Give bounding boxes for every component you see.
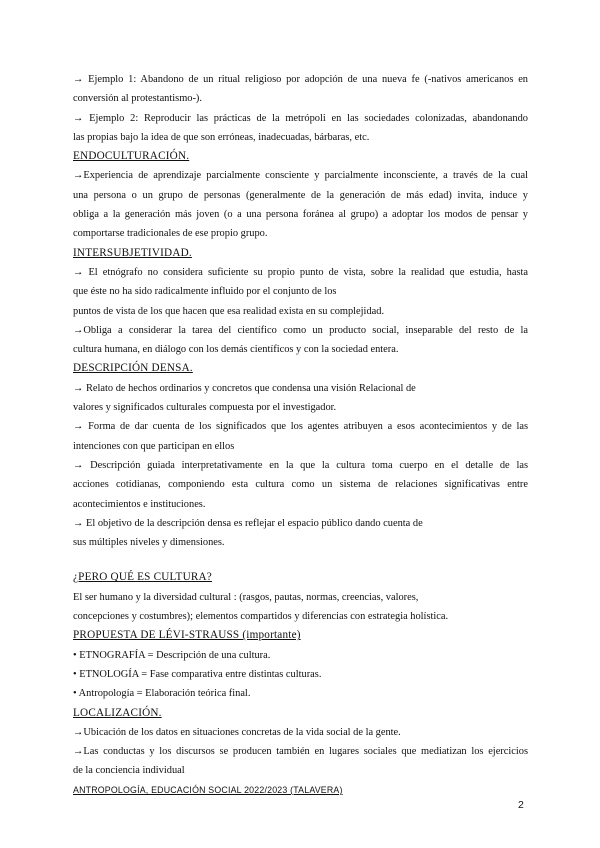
text-line: intenciones con que participan en ellos xyxy=(73,440,235,452)
text-line: de la conciencia individual xyxy=(73,765,185,777)
text-line: → El etnógrafo no considera suficiente su propio punto de vista, sobre la realidad que estudia, hasta xyxy=(73,266,528,278)
page-body xyxy=(73,70,528,781)
text-line: →Experiencia de aprendizaje parcialmente consciente y parcialmente inconsciente, a través de la cual xyxy=(73,170,528,182)
text-line: → El objetivo de la descripción densa es reflejar el espacio público dando cuenta de xyxy=(73,517,423,529)
section-heading: PROPUESTA DE LÉVI-STRAUSS (importante) xyxy=(73,629,301,642)
page-footer: ANTROPOLOGÍA, EDUCACIÓN SOCIAL 2022/2023 (TALAVERA) xyxy=(73,785,343,795)
text-line: sus múltiples niveles y dimensiones. xyxy=(73,537,225,549)
text-line: El ser humano y la diversidad cultural : (rasgos, pautas, normas, creencias, valores, xyxy=(73,591,419,603)
paragraph-spacer xyxy=(73,552,528,568)
text-line: conversión al protestantismo-). xyxy=(73,93,202,105)
text-line: → Descripción guiada interpretativamente en la que la cultura toma cuerpo en el detalle de las xyxy=(73,459,528,471)
text-line: las propias bajo la idea de que son erróneas, inadecuadas, bárbaras, etc. xyxy=(73,131,370,143)
text-line: → Ejemplo 2: Reproducir las prácticas de la metrópoli en las sociedades colonizadas, abandonando xyxy=(73,112,528,124)
text-line: → Forma de dar cuenta de los significados que los agentes atribuyen a esos acontecimientos y de las xyxy=(73,421,528,433)
text-line: comportarse tradicionales de ese propio grupo. xyxy=(73,228,268,240)
text-line: → Relato de hechos ordinarios y concretos que condensa una visión Relacional de xyxy=(73,382,416,394)
text-line: cultura humana, en diálogo con los demás científicos y con la sociedad entera. xyxy=(73,344,399,356)
section-heading: ¿PERO QUÉ ES CULTURA? xyxy=(73,571,212,584)
text-line: acontecimientos e instituciones. xyxy=(73,498,206,510)
text-line: →Obliga a considerar la tarea del científico como un producto social, inseparable del resto de la xyxy=(73,324,528,336)
text-line: • ETNOGRAFÍA = Descripción de una cultura. xyxy=(73,649,271,661)
text-line: obliga a la generación más joven (o a una persona foránea al grupo) a adoptar los modos de pensar y xyxy=(73,209,528,221)
text-line: puntos de vista de los que hacen que esa realidad exista en su complejidad. xyxy=(73,305,385,317)
text-line: concepciones y costumbres); elementos compartidos y diferencias con estrategia holística. xyxy=(73,611,449,623)
text-line: • ETNOLOGÍA = Fase comparativa entre distintas culturas. xyxy=(73,668,322,680)
section-heading: ENDOCULTURACIÓN. xyxy=(73,150,190,163)
text-line: valores y significados culturales compuesta por el investigador. xyxy=(73,402,337,414)
section-heading: DESCRIPCIÓN DENSA. xyxy=(73,362,193,375)
text-line: que éste no ha sido radicalmente influido por el conjunto de los xyxy=(73,286,337,298)
text-line: →Ubicación de los datos en situaciones concretas de la vida social de la gente. xyxy=(73,726,401,738)
page-number: 2 xyxy=(518,799,524,811)
text-line: →Las conductas y los discursos se producen también en lugares sociales que mediatizan los ejercicios xyxy=(73,746,528,758)
text-line: una persona o un grupo de personas (generalmente de la generación de más edad) invita, induce y xyxy=(73,189,528,201)
text-line: → Ejemplo 1: Abandono de un ritual religioso por adopción de una nueva fe (-nativos americanos en xyxy=(73,74,528,85)
text-line: acciones cotidianas, componiendo esta cultura como un sistema de relaciones significativas entre xyxy=(73,479,528,491)
text-line: • Antropología = Elaboración teórica final. xyxy=(73,688,251,700)
section-heading: LOCALIZACIÓN. xyxy=(73,706,162,719)
section-heading: INTERSUBJETIVIDAD. xyxy=(73,246,192,259)
